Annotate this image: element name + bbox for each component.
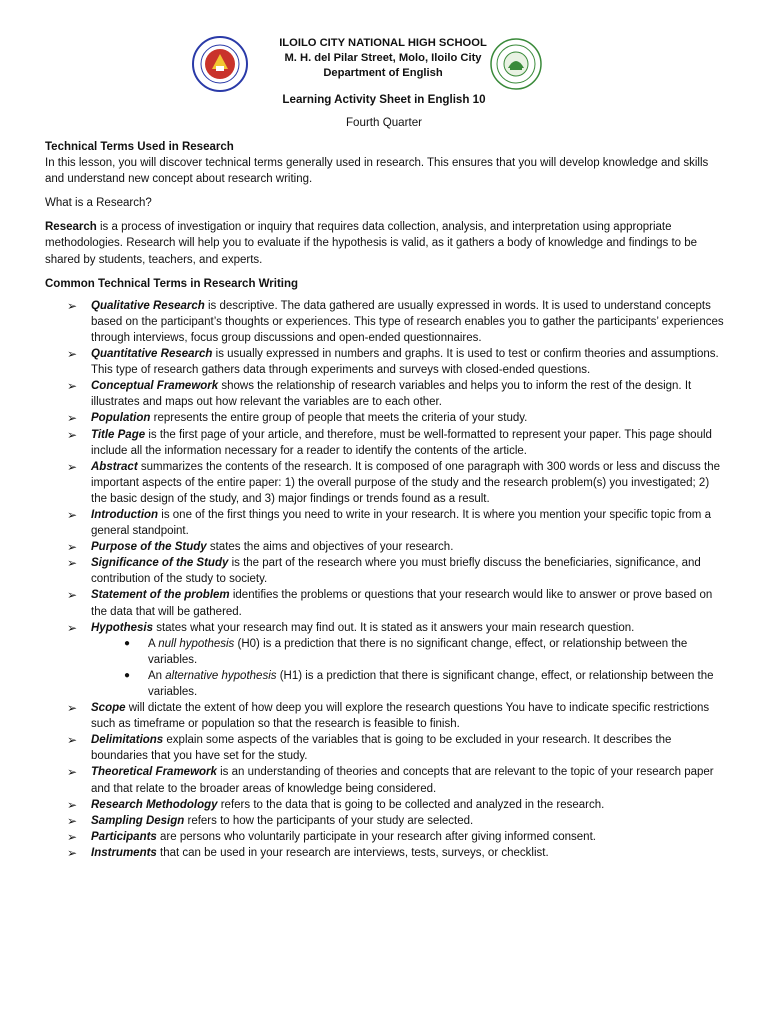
list-item: ➢ Qualitative Research is descriptive. The data gathered are usually expressed in words. It is used to understand concepts based on the participant’s thoughts or experiences. This type of research enables you to gather the participants’ experiences through interviews, focus group discussions and open-ended questionnaires. — [67, 298, 724, 344]
list-item: ➢ Delimitations explain some aspects of the variables that is going to be excluded in your research. It describes the boundaries that you have set for the study. — [67, 733, 672, 763]
list-item: ➢ Population represents the entire group of people that meets the criteria of your study. — [67, 411, 528, 426]
deped-seal-icon — [192, 36, 248, 92]
school-address: M. H. del Pilar Street, Molo, Iloilo City — [284, 52, 482, 64]
list-item: ➢ Conceptual Framework shows the relationship of research variables and helps you to inform the rest of the design. It illustrates and maps out how relevant the variables are to each other. — [67, 379, 692, 409]
arrow-bullet-icon: ➢ — [67, 379, 78, 394]
quarter-label: Fourth Quarter — [345, 116, 423, 129]
list-item: ➢ Abstract summarizes the contents of the research. It is composed of one paragraph with 300 words or less and discuss the important aspects of the entire paper: 1) the overall purpose of the study and the research problem(s) you investigated; 2) the basic design of the study, and 3) major findings or trends found as a result. — [67, 459, 720, 505]
arrow-bullet-icon: ➢ — [67, 411, 78, 426]
list-item: ➢ Quantitative Research is usually expressed in numbers and graphs. It is used to test or confirm theories and assumptions. This type of research gathers data through experiments and surveys with closed-ended questions. — [67, 347, 719, 377]
arrow-bullet-icon: ➢ — [67, 556, 78, 571]
arrow-bullet-icon: ➢ — [67, 427, 78, 442]
intro-paragraph: In this lesson, you will discover technical terms generally used in research. This ensures that you will develop knowledge and skills and understand new concept about research writing. — [45, 157, 709, 186]
school-name: ILOILO CITY NATIONAL HIGH SCHOOL — [279, 37, 487, 49]
sub-list-item: ● A null hypothesis (H0) is a prediction that there is no significant change, effect, or relationship between the variables. — [124, 637, 688, 666]
arrow-bullet-icon: ➢ — [67, 733, 78, 748]
list-item: ➢ Purpose of the Study states the aims and objectives of your research. — [67, 540, 454, 555]
question-line: What is a Research? — [45, 197, 152, 210]
list-item: ➢ Introduction is one of the first things you need to write in your research. It is where you mention your specific topic from a general standpoint. — [67, 507, 711, 538]
arrow-bullet-icon: ➢ — [67, 588, 78, 603]
lesson-content — [45, 139, 725, 861]
arrow-bullet-icon: ➢ — [67, 765, 78, 780]
dot-bullet-icon: ● — [124, 669, 131, 681]
school-info — [272, 36, 494, 81]
letterhead — [0, 34, 768, 94]
terms-list — [45, 298, 725, 861]
hypothesis-sublist — [91, 636, 725, 700]
list-item: ➢ Title Page is the first page of your article, and therefore, must be well-formatted to represent your paper. This page should include all the information necessary for a reader to identify the contents of the article. — [67, 427, 712, 457]
list-item: ➢ Research Methodology refers to the data that is going to be collected and analyzed in the research. — [67, 797, 605, 812]
department-name: Department of English — [323, 67, 443, 79]
school-seal-icon — [490, 38, 542, 90]
list-item: ➢ Theoretical Framework is an understanding of theories and concepts that are relevant to the topic of your research paper and that relate to the broader areas of knowledge being considered. — [67, 765, 714, 795]
arrow-bullet-icon: ➢ — [67, 845, 78, 860]
arrow-bullet-icon: ➢ — [67, 620, 78, 635]
list-item: ➢ Hypothesis states what your research may find out. It is stated as it answers your main research question. ● A null hypothesis (H0) is a prediction that there is no significant change, effect, or relationship between the variables. ● An alternative hypothesis (H1) is a prediction that there is significant change, effect, or relationship between the variables. — [45, 620, 725, 700]
list-item: ➢ Statement of the problem identifies the problems or questions that your research would like to answer or prove based on the data that will be gathered. — [67, 588, 713, 618]
list-item: ➢ Scope will dictate the extent of how deep you will explore the research questions You have to indicate specific restrictions such as timeframe or population so that the research is feasible to finish. — [67, 701, 710, 731]
list-item: ➢ Instruments that can be used in your research are interviews, tests, surveys, or checklist. — [67, 845, 549, 860]
sub-list-item: ● An alternative hypothesis (H1) is a prediction that there is significant change, effect, or relationship between the variables. — [124, 669, 714, 698]
list-item: ➢ Significance of the Study is the part of the research where you must briefly discuss the beneficiaries, significance, and contribution of the study to society. — [67, 556, 701, 586]
list-item: ➢ Participants are persons who voluntarily participate in your research after giving informed consent. — [67, 829, 596, 844]
arrow-bullet-icon: ➢ — [67, 813, 78, 828]
dot-bullet-icon: ● — [124, 637, 131, 649]
arrow-bullet-icon: ➢ — [67, 459, 78, 474]
arrow-bullet-icon: ➢ — [67, 540, 78, 555]
research-term: Research — [45, 221, 97, 234]
arrow-bullet-icon: ➢ — [67, 347, 78, 362]
arrow-bullet-icon: ➢ — [67, 797, 78, 812]
arrow-bullet-icon: ➢ — [67, 701, 78, 716]
common-terms-heading: Common Technical Terms in Research Writing — [45, 277, 299, 290]
research-text: is a process of investigation or inquiry that requires data collection, analysis, and interpretation using appropriate methodologies. Research will help you to evaluate if the hypothesis is valid, as it gathers a body of knowledge and findings to be shared by students, teachers, and experts. — [45, 221, 698, 266]
section-heading: Technical Terms Used in Research — [45, 141, 234, 153]
list-item: ➢ Sampling Design refers to how the participants of your study are selected. — [67, 813, 474, 828]
arrow-bullet-icon: ➢ — [67, 507, 78, 522]
arrow-bullet-icon: ➢ — [67, 298, 78, 313]
sheet-title: Learning Activity Sheet in English 10 — [282, 93, 486, 106]
research-definition — [45, 219, 725, 267]
arrow-bullet-icon: ➢ — [67, 829, 78, 844]
